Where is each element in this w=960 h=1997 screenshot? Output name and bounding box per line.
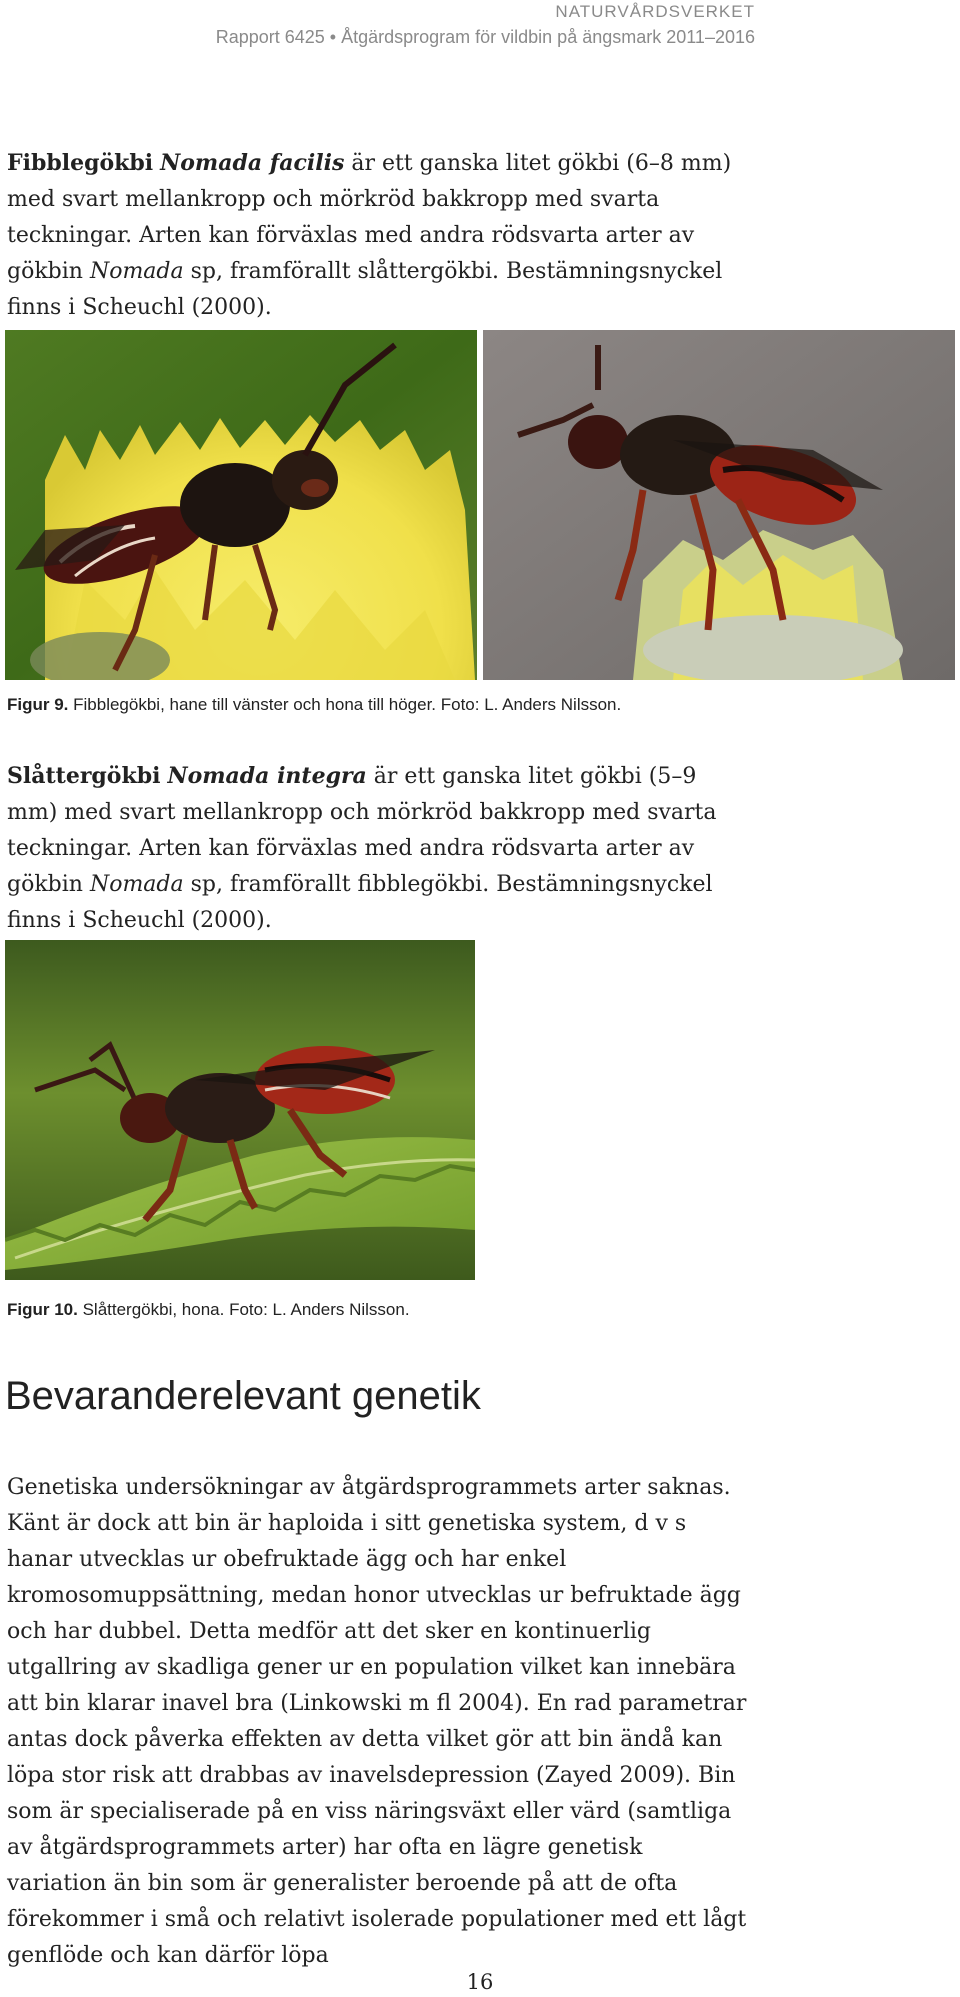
genus-name: Nomada [89, 259, 184, 284]
photo-slattergokbi-female [5, 940, 475, 1280]
page-number: 16 [466, 1970, 494, 1994]
species-name: Fibblegökbi [7, 150, 154, 176]
species-latin: Nomada facilis [160, 150, 345, 176]
photo-fibblegokbi-female [483, 330, 955, 680]
species-name: Slåttergökbi [7, 763, 161, 789]
header-report-title: Rapport 6425 • Åtgärdsprogram för vildbin på ängsmark 2011–2016 [215, 27, 755, 47]
photo-fibblegokbi-male [5, 330, 477, 680]
genus-name: Nomada [89, 872, 184, 897]
caption-text: Fibblegökbi, hane till vänster och hona till höger. Foto: L. Anders Nilsson. [68, 695, 622, 714]
paragraph-slattergokbi [7, 758, 747, 939]
paragraph-text: är ett ganska litet gökbi (5–9 mm) med svart mellankropp och mörkröd bakkropp med svarta teckningar. Arten kan förväxlas med andra rödsvarta arter av gökbin [7, 764, 717, 897]
paragraph-text: sp, framförallt fibblegökbi. Bestämningsnyckel finns i Scheuchl (2000). [7, 872, 713, 933]
paragraph-text: sp, framförallt slåttergökbi. Bestämningsnyckel finns i Scheuchl (2000). [7, 259, 723, 320]
species-latin: Nomada integra [167, 763, 367, 789]
paragraph-fibblegokbi [7, 145, 747, 326]
section-body: Genetiska undersökningar av åtgärdsprogrammets arter saknas. Känt är dock att bin är haploida i sitt genetiska system, d v s hanar utvecklas ur obefruktade ägg och har enkel kromosomuppsättning, medan honor utvecklas ur befruktade ägg och har dubbel. Detta medför att det sker en kontinuerlig utgallring av skadliga gener ur en population vilket kan innebära att bin klarar inavel bra (Linkowski m fl 2004). En rad parametrar antas dock påverka effekten av detta vilket gör att bin ändå kan löpa stor risk att drabbas av inavelsdepression (Zayed 2009). Bin som är specialiserade på en viss näringsväxt eller värd (samtliga av åtgärdsprogrammets arter) har ofta en lägre genetisk variation än bin som är generalister beroende på att de ofta förekommer i små och relativt isolerade populationer med ett lågt genflöde och kan därför löpa [7, 1475, 747, 1968]
paragraph-text: är ett ganska litet gökbi (6–8 mm) med svart mellankropp och mörkröd bakkropp med svarta teckningar. Arten kan förväxlas med andra rödsvarta arter av gökbin [7, 151, 732, 284]
figure-10-label: Figur 10. [7, 1300, 78, 1319]
caption-text: Slåttergökbi, hona. Foto: L. Anders Nilsson. [77, 1300, 410, 1319]
figure-9-caption [7, 695, 621, 715]
header-org: NATURVÅRDSVERKET [555, 2, 755, 21]
figure-9-label: Figur 9. [7, 695, 69, 714]
figure-10-caption [7, 1300, 410, 1320]
section-heading: Bevaranderelevant genetik [5, 1374, 481, 1418]
